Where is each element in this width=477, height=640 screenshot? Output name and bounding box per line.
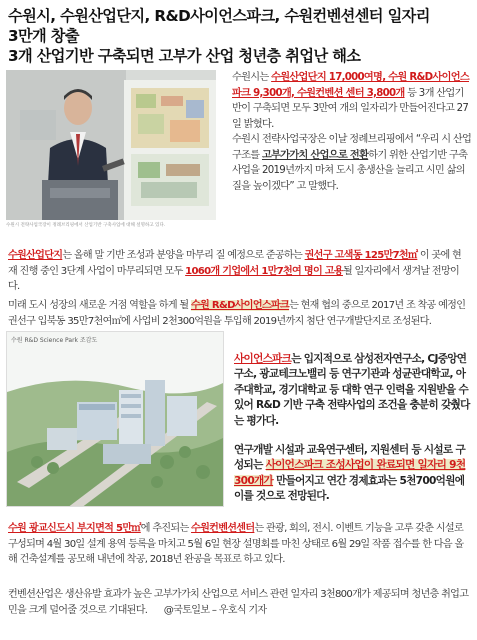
photo-caption: 수원시 전략사업국장이 정례브리핑에서 산업기반 구축사업에 대해 설명하고 있다. (6, 223, 166, 228)
rendering-title: 수원 R&D Science Park 조감도 (11, 337, 98, 344)
paragraph-industrial-complex (8, 248, 470, 295)
science-park-rendering-image (7, 332, 224, 507)
convention-site-area: 수원 광교신도시 부지면적 5만㎡ (8, 523, 141, 534)
science-park-jobs-text-2: 만들어지고 연간 경제효과는 5천700억원에 이를 것으로 전망된다. (234, 474, 465, 503)
industrial-complex-text-1: 는 올해 말 기반 조성과 분양을 마무리 질 예정으로 준공하는 (62, 250, 305, 261)
science-park-jobs-figure: 사이언스파크 조성사업이 완료되면 일자리 9천300개가 (234, 459, 466, 487)
headline-line-2: 3만개 창출 (8, 27, 79, 45)
speaker-photo-image (6, 70, 216, 220)
headline-line-3: 3개 산업기반 구축되면 고부가 산업 청년층 취업난 해소 (8, 47, 361, 65)
intro-quote-rest: 하기 위한 산업기반 구축사업을 2019년까지 마쳐 도시 총생산을 늘리고 시민 삶의 질을 높이겠다” 고 말했다. (232, 149, 468, 192)
industrial-complex-text-2: 이 곳에 현재 진행 중인 3단계 사업이 마무리되면 모두 (8, 250, 462, 277)
intro-lead: 수원시는 (232, 72, 272, 83)
conclusion-text: 컨벤션산업은 생산유발 효과가 높은 고부가가치 산업으로 서비스 관련 일자리 3천800개가 제공되며 청년층 취업고민을 크게 덜어줄 것으로 기대된다. (8, 589, 469, 616)
science-park-rendering (6, 331, 224, 507)
science-park-label: 사이언스파크 (234, 353, 292, 365)
industrial-complex-title: 수원산업단지 (8, 250, 63, 261)
science-park-title: 수원 R&D사이언스파크 (190, 300, 290, 311)
intro-quote-emphasis: 고부가가치 산업으로 전환 (261, 149, 369, 161)
science-park-location-text: 는 입지적으로 삼성전자연구소, CJ중앙연구소, 광교테크노밸리 등 연구기관과 성균관대학교, 아주대학교, 경기대학교 등 대학 연구 인력을 지원받을 수 있어 R&D 기반 구축 전략사업의 조건을 충분히 갖췄다는 평가다. (234, 353, 470, 427)
intro-quote-lead: 수원시 전략사업국장은 이날 정례브리핑에서 “우리 시 산업구조를 (232, 134, 472, 161)
industrial-complex-employment: 1060개 기업에서 1만7천여 명이 고용 (185, 265, 343, 277)
paragraph-conclusion (8, 587, 472, 618)
science-park-text-1: 미래 도시 성장의 새로운 거점 역할을 하게 될 (8, 300, 191, 311)
byline: @국토일보 – 우호식 기자 (163, 604, 267, 616)
industrial-complex-text-3: 될 일자리에서 생겨날 전망이다. (8, 265, 460, 293)
intro-jobs-figures: 수원산업단지 17,000여명, 수원 R&D사이언스파크 9,300개, 수원컨벤션 센터 3,800개 (232, 72, 469, 99)
paragraph-science-park (8, 298, 470, 329)
convention-center-title: 수원컨벤션센터 (191, 523, 255, 534)
paragraph-science-park-location (234, 352, 472, 429)
convention-text-1: 에 추진되는 (140, 523, 192, 534)
speaker-photo (6, 70, 216, 220)
headline (8, 6, 470, 66)
paragraph-science-park-jobs (234, 443, 472, 505)
intro-rest: 등 3개 산업기반이 구축되면 모두 3만여 개의 일자리가 만들어진다고 27일 밝혔다. (232, 87, 469, 130)
paragraph-convention-center (8, 521, 472, 568)
paragraph-intro (232, 70, 472, 194)
industrial-complex-location: 권선구 고색동 125만7천㎡ (304, 250, 418, 261)
convention-text-2: 는 관광, 회의, 전시. 이벤트 기능을 고루 갖춘 시설로 구성되며 4월 30일 설계 용역 등록을 마치고 5월 6일 현장 설명회를 마친 상태로 6월 29일 작품 접수를 한 다음 올해 건축설계를 공모해 내년에 착공, 2018년 완공을 목표로 하고 있다. (8, 523, 464, 566)
science-park-jobs-text-1: 연구개발 시설과 교육연구센터, 지원센터 등 시설로 구성되는 (234, 444, 465, 472)
science-park-text-2: 는 현재 협의 중으로 2017년 조 착공 예정인 권선구 입북동 35만7천여㎡에 사업비 2천300억원을 투입해 2019년까지 첨단 연구개발단지로 조성된다. (8, 300, 466, 327)
headline-line-1: 수원시, 수원산업단지, R&D사이언스파크, 수원컨벤션센터 일자리 (8, 7, 430, 25)
